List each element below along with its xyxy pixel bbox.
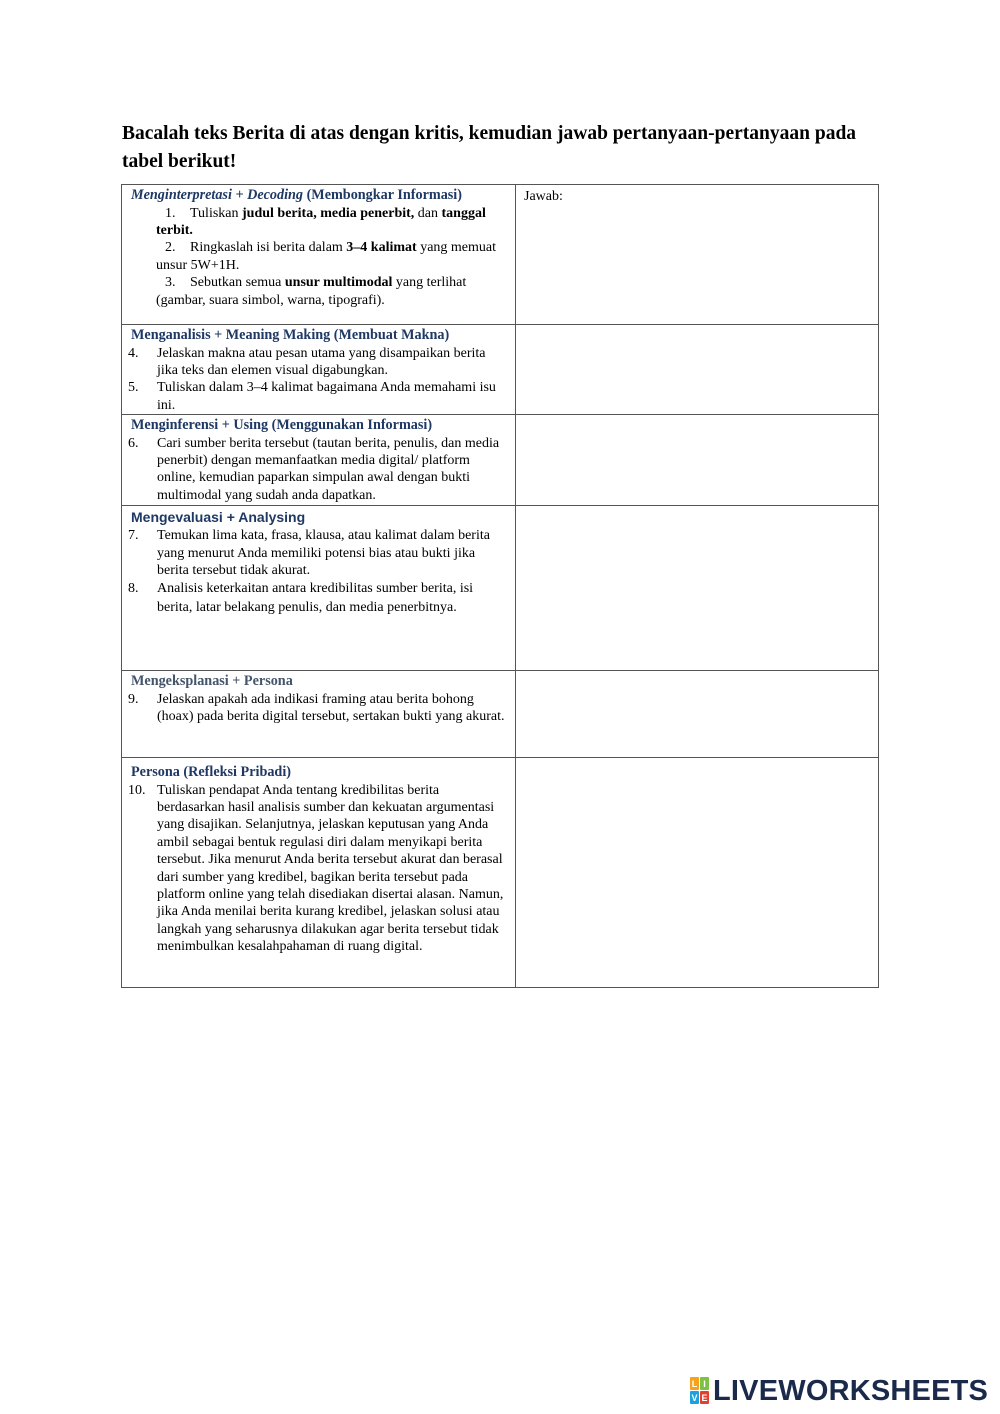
answer-cell[interactable] [516, 325, 879, 415]
svg-text:V: V [691, 1393, 698, 1403]
answer-label: Jawab: [524, 189, 563, 204]
section-title: Mengeksplanasi + Persona [131, 673, 293, 690]
question-cell [122, 325, 516, 415]
answer-cell[interactable] [516, 758, 879, 988]
liveworksheets-logo-mark [690, 1377, 710, 1405]
question-cell [122, 671, 516, 758]
question-item: 6. Cari sumber berita tersebut (tautan berita, penulis, dan media penerbit) dengan memanfaatkan media digital/ platform online, kemudian paparkan simpulan awal dengan bukti multimodal yang sudah anda dapatkan. [128, 435, 500, 503]
question-item: 10. Tuliskan pendapat Anda tentang kredibilitas berita berdasarkan hasil analisis sumber dan kekuatan argumentasi yang disajikan. Selanjutnya, jelaskan keputusan yang Anda ambil sebagai bentuk regulasi diri dalam menyikapi berita tersebut. Jika menurut Anda berita tersebut akurat dan berasal dari sumber yang kredibel, bagikan berita tersebut pada platform online yang telah disediakan disertai alasan. Namun, jika Anda menilai berita kurang kredibel, jelaskan solusi atau langkah yang seharusnya dilakukan agar berita tersebut tidak menimbulkan kesalahpahaman di ruang digital. [128, 782, 504, 955]
table-row [122, 506, 879, 671]
answer-cell[interactable] [516, 671, 879, 758]
question-cell [122, 185, 516, 325]
answer-cell[interactable] [516, 185, 879, 325]
logo-text: LIVEWORKSHEETS [713, 1374, 989, 1407]
liveworksheets-logo [690, 1374, 988, 1408]
table-row [122, 325, 879, 415]
question-item: 9. Jelaskan apakah ada indikasi framing atau berita bohong (hoax) pada berita digital tersebut, sertakan bukti yang akurat. [128, 691, 505, 725]
question-item: 5. Tuliskan dalam 3–4 kalimat bagaimana Anda memahami isu ini. [128, 380, 496, 413]
question-item: 8. Analisis keterkaitan antara kredibilitas sumber berita, isi berita, latar belakang penulis, dan media penerbitnya. [128, 581, 474, 616]
question-item: 4. Jelaskan makna atau pesan utama yang disampaikan berita jika teks dan elemen visual digabungkan. [128, 345, 486, 378]
question-item: 3. Sebutkan semua unsur multimodal yang terlihat (gambar, suara simbol, warna, tipografi). [156, 275, 467, 308]
section-title: Persona (Refleksi Pribadi) [131, 764, 291, 781]
section-title: Menginferensi + Using (Menggunakan Informasi) [131, 417, 433, 434]
section-title: Mengevaluasi + Analysing [131, 509, 306, 526]
answer-cell[interactable] [516, 415, 879, 506]
instruction-heading: Bacalah teks Berita di atas dengan kritis, kemudian jawab pertanyaan-pertanyaan pada tabel berikut! [122, 123, 857, 172]
question-table [121, 184, 879, 988]
svg-text:L: L [691, 1379, 698, 1389]
table-row [122, 185, 879, 325]
question-cell [122, 506, 516, 671]
table-row [122, 671, 879, 758]
question-item: 7. Temukan lima kata, frasa, klausa, atau kalimat dalam berita yang menurut Anda memiliki potensi bias atau bukti jika berita tersebut tidak akurat. [128, 528, 490, 578]
question-cell [122, 415, 516, 506]
svg-text:I: I [703, 1379, 706, 1389]
table-row [122, 415, 879, 506]
question-cell [122, 758, 516, 988]
question-item: 2. Ringkaslah isi berita dalam 3–4 kalimat yang memuat unsur 5W+1H. [156, 240, 496, 273]
question-item: 1. Tuliskan judul berita, media penerbit, dan tanggal terbit. [156, 205, 486, 238]
answer-cell[interactable] [516, 506, 879, 671]
table-row [122, 758, 879, 988]
svg-text:E: E [701, 1393, 708, 1403]
section-title: Menganalisis + Meaning Making (Membuat Makna) [131, 327, 450, 343]
section-title: Menginterpretasi + Decoding (Membongkar Informasi) [131, 187, 462, 203]
